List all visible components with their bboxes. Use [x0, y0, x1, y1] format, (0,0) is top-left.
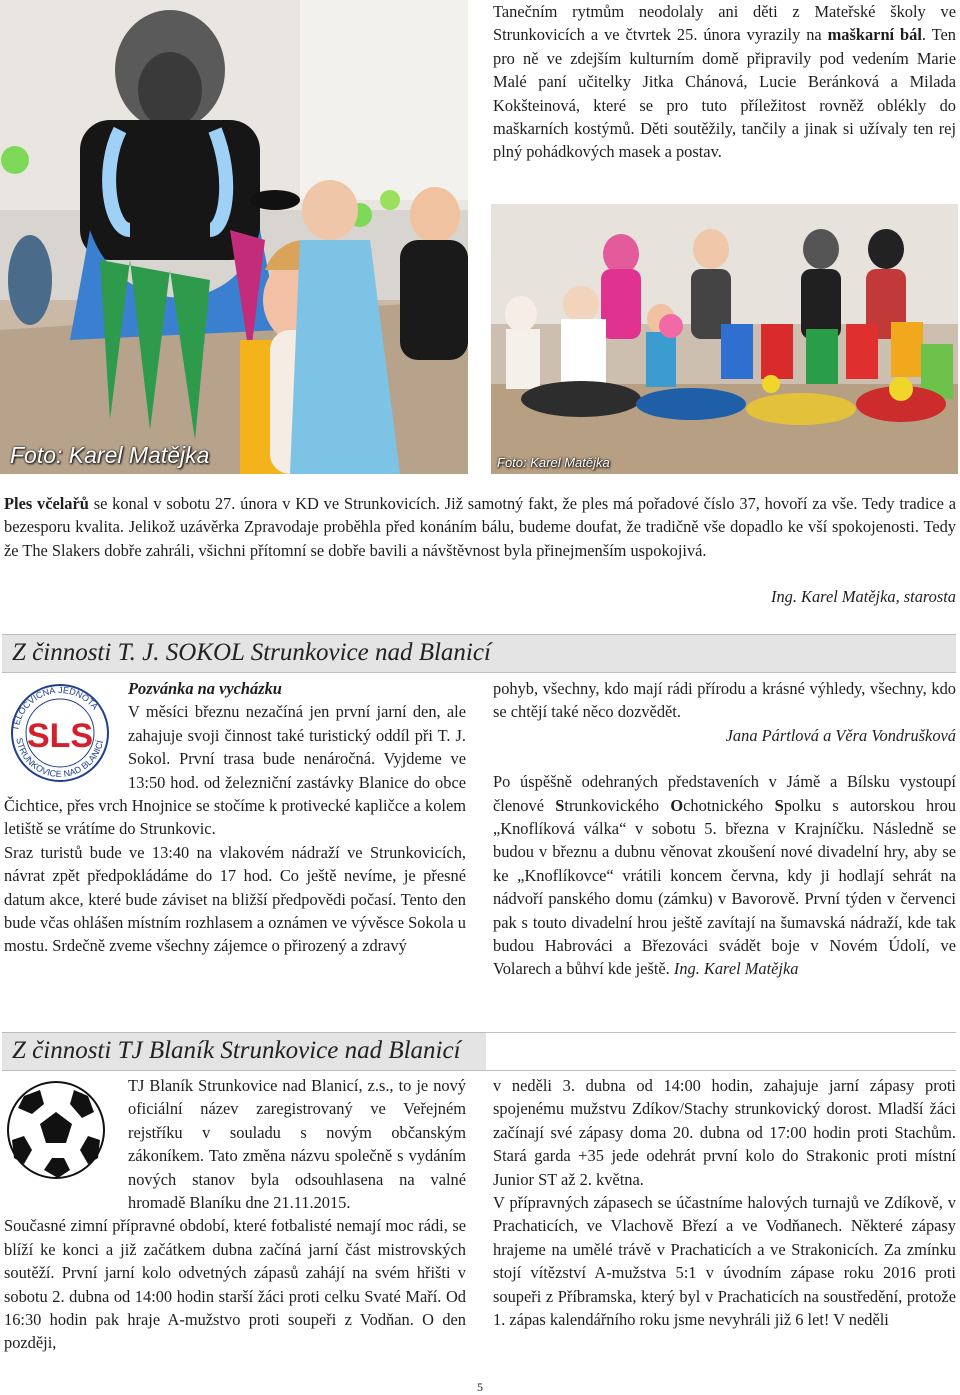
sokol-heading: Z činnosti T. J. SOKOL Strunkovice nad Blanicí: [12, 639, 491, 666]
sokol-logo-letters: SLS: [26, 717, 94, 755]
ball-article: [4, 492, 956, 562]
carnival-photo-left: [0, 0, 468, 474]
page-number: 5: [477, 1380, 483, 1394]
photo-credit-left: Foto: Karel Matějka: [10, 442, 210, 468]
theatre-sp-rest: polku s autorskou hrou „Knoflíková válka“ v sobotu 5. března v Krajníčku. Následně se budou v březnu a dubnu věnovat zkoušení nové divadelní hry, aby se ke „Knoflíkovce“ vrátili koncem června, kdy ji hodlají sehrát na nádvoří panského domu (zámku) v Bavorově. První týden v červenci pak s touto divadelní hrou ještě zavítají na šumavská nádraží, kde tak budou Habrováci a Březováci svádět boje v Novém Údolí, ve Volarech a bůhví kde ještě.: [493, 795, 957, 979]
ball-text: se konal v sobotu 27. února v KD ve Strunkovicích. Již samotný fakt, že ples má pořadové číslo 37, hovoří za vše. Tedy tradice a bezesporu kvalita. Jelikož uzávěrka Zpravodaje proběhla před konáním bálu, budeme doufat, že tradičně vše dopadlo ke vší spokojenosti. Tedy že The Slakers dobře zahráli, všichni přítomní se dobře bavili a návštěvnost byla přinejmenším uspokojivá.: [4, 494, 957, 560]
carnival-article: [493, 0, 956, 164]
blanik-right-p2: V přípravných zápasech se účastníme halových turnajů ve Zdíkově, v Prachaticích, ve Vlachově Březí a ve Vodňanech. Některé zápasy hrajeme na umělé trávě v Prachaticích a ve Strakonicích. Za zmínku stojí vítězství A-mužstva 5:1 v úvodním zápase roku 2016 proti soupeři z Příbramska, který byl v Prachaticích na soustředění, protože 1. zápas kalendářního roku jsme nevyhráli již 6 let! V neděli: [493, 1193, 956, 1330]
sokol-logo: [4, 677, 122, 785]
blanik-right-p1: v neděli 3. dubna od 14:00 hodin, zahajuje jarní zápasy proti spojenému mužstvu Zdíkov/Stachy strunkovický dorost. Mladší žáci začínají své zápasy doma 20. dubna od 17:00 hodin proti Stachům. Stará garda +35 jede odehrát první kolo do Strakonic proti místní Junior ST až 2. května.: [493, 1076, 956, 1189]
carnival-photo-right: [491, 204, 958, 474]
sokol-right-signature: Jana Pártlová a Věra Vondrušková: [725, 725, 956, 745]
theatre-sp: S: [774, 795, 784, 815]
theatre-text: [493, 770, 956, 981]
carnival-text-a: Tanečním rytmům neodolaly ani děti z Mateřské školy ve Strunkovicích a ve čtvrtek 25. února vyrazily na: [493, 2, 956, 45]
carnival-text-b: . Ten pro ně ve zdejším kulturním domě připravily pod vedením Marie Malé paní učitelky Jitka Chánová, Lucie Beránková a Milada Kokšteinová, které se pro tuto příležitost rovněž oblékly do maškarních kostýmů. Děti soutěžily, tančily a jinak si užívaly ten rej plný pohádkových masek a postav.: [493, 25, 956, 162]
blanik-left-column: [4, 1074, 466, 1355]
blanik-heading: Z činnosti TJ Blaník Strunkovice nad Blanicí: [2, 1033, 512, 1069]
sokol-right-text: pohyb, všechny, kdo mají rádi přírodu a krásné výhledy, všechny, kdo se chtějí také něco dozvědět.: [493, 679, 956, 722]
ball-bold: Ples včelařů: [4, 494, 89, 513]
theatre-s-rest: trunkovického: [564, 795, 671, 815]
theatre-signature: Ing. Karel Matějka: [673, 959, 799, 979]
sokol-left-text2: Sraz turistů bude ve 13:40 na vlakovém nádraží ve Strunkovicích, návrat zpět předpokládáme do 17 hod. Co ještě nevíme, je přesné datum akce, které bude záviset na bližší předpovědi počasí. Tento den bude včas ohlášen místním rozhlasem a oznámen ve vývěsce Sokola u mostu. Srdečně zveme všechny zájemce o přirozený a zdravý: [4, 842, 466, 956]
theatre-text-a: Po úspěšně odehraných představeních v Jámě a Bílsku vystoupí členové: [493, 772, 956, 815]
ball-signature: Ing. Karel Matějka, starosta: [771, 587, 956, 606]
svg-text:TĚLOCVIČNÁ JEDNOTA: TĚLOCVIČNÁ JEDNOTA: [10, 684, 101, 732]
blanik-left-p1: TJ Blaník Strunkovice nad Blanicí, z.s., to je nový oficiální název zaregistrovaný ve Veřejném rejstříku v souladu s novým občanským zákoníkem. Tato změna názvu společně s vydáním nových stanov byla odsouhlasena na valné hromadě Blaníku dne 21.11.2015.: [128, 1076, 466, 1213]
blanik-right-column: [493, 1074, 956, 1331]
sokol-heading-bar: [2, 634, 956, 673]
soccer-ball-icon: [4, 1074, 108, 1186]
soccer-ball: [4, 1074, 122, 1196]
sokol-left-text: V měsíci březnu nezačíná jen první jarní den, ale zahajuje svoji činnost také turistický oddíl při T. J. Sokol. První trasa bude nenáročná. Vyjdeme ve 13:50 hod. od železniční zastávky Blanice do obce Čichtice, přes vrch Hnojnice se stočíme k protivecké kapličce a kolem letiště se vrátíme do Strunkovic.: [4, 702, 466, 839]
photo-credit-right: Foto: Karel Matějka: [497, 455, 610, 470]
carnival-bold: maškarní bál: [827, 25, 922, 45]
blanik-bar-gap: [486, 1033, 958, 1070]
svg-text:STRUNKOVICE NAD BLANICÍ: STRUNKOVICE NAD BLANICÍ: [14, 736, 106, 780]
sokol-logo-icon: [4, 677, 116, 783]
blanik-left-p2: Současné zimní přípravné období, které fotbalisté nemají moc rádi, se blíží ke konci a již začátkem dubna začíná jarní část mistrovských soutěží. První jarní kolo odvetných zápasů zahájí na svém hřišti v sobotu 2. dubna od 14:00 hodin starší žáci proti celku Svaté Maří. Od 16:30 hodin pak hraje A-mužstvo proti soupeři z Vodňan. O den později,: [4, 1216, 466, 1353]
theatre-o: O: [670, 795, 684, 815]
sokol-left-column: [4, 677, 466, 958]
theatre-s: S: [555, 795, 565, 815]
theatre-o-rest: chotnického: [683, 795, 775, 815]
sokol-subheading: Pozvánka na vycházku: [128, 679, 282, 698]
sokol-right-column: [493, 677, 956, 981]
